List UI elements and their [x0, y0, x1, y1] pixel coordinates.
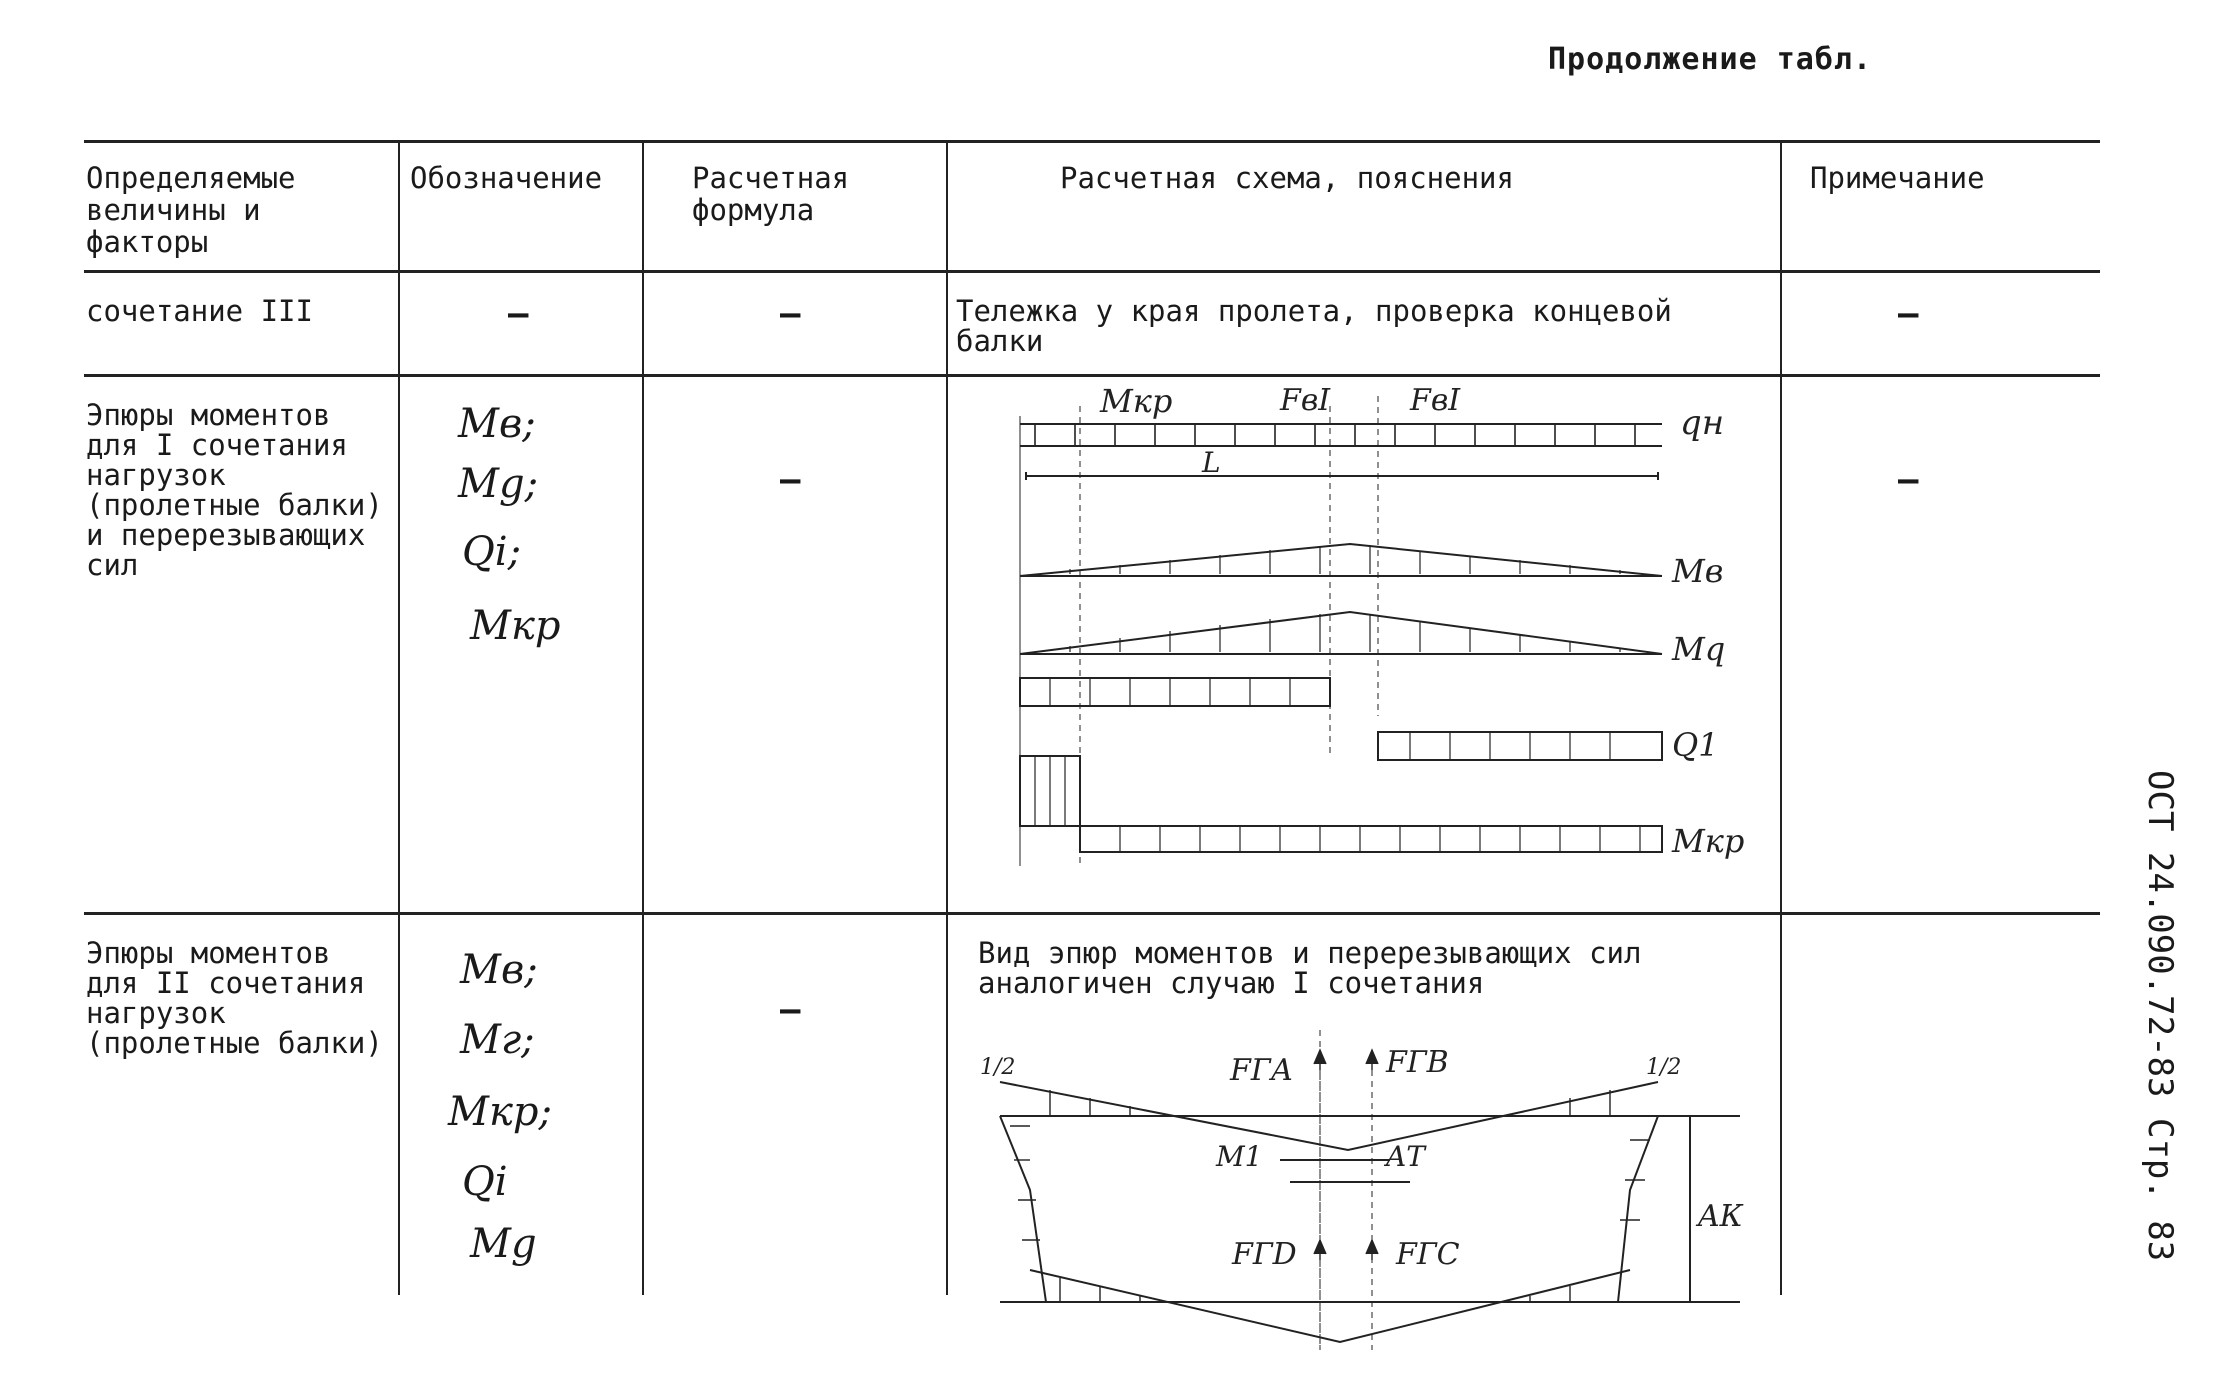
row2-designation-qi: Qi; — [462, 529, 522, 575]
row3-factor: Эпюры моментов для II сочетания нагрузок (пролетные балки) — [86, 936, 383, 1060]
row2-designation-mkp: Mкр — [470, 603, 561, 649]
col-header-formula: Расчетная формула — [692, 161, 850, 227]
label-tl: 1/2 — [980, 1055, 1016, 1080]
continuation-label: Продолжение табл. — [1548, 42, 1873, 77]
label-fgb: FГВ — [1386, 1045, 1449, 1080]
row2-formula: – — [780, 460, 801, 500]
label-mq: Mq — [1672, 630, 1726, 668]
row3-scheme-text: Вид эпюр моментов и перерезывающих сил аналогичен случаю I сочетания — [978, 936, 1642, 1000]
col-divider-4 — [1780, 140, 1782, 1295]
label-span-length: L — [1202, 446, 1221, 479]
document-code-sidebar — [2140, 760, 2200, 1340]
row3-designation-mb: Mв; — [460, 947, 538, 993]
row2-designation-mg: Mg; — [458, 461, 539, 507]
row3-moment-diagrams — [970, 1030, 1770, 1350]
label-at: AТ — [1386, 1140, 1425, 1173]
row2-designation-mb: Mв; — [458, 401, 536, 447]
label-qh: qн — [1680, 403, 1725, 443]
label-mkp: Mкр — [1100, 382, 1173, 420]
col-header-note: Примечание — [1810, 161, 1985, 195]
row3-designation-mg2: Mg — [470, 1221, 537, 1267]
label-tr: 1/2 — [1646, 1055, 1682, 1080]
label-fb1-right: FвI — [1410, 383, 1461, 418]
label-mb: Mв — [1672, 552, 1724, 590]
label-fb1-left: FвI — [1280, 383, 1331, 418]
row2-factor: Эпюры моментов для I сочетания нагрузок (пролетные балки) и перерезывающих сил — [86, 398, 383, 582]
col-divider-3 — [946, 140, 948, 1295]
row1-note: – — [1898, 294, 1919, 334]
row3-designation-mkp: Mкр; — [448, 1089, 552, 1135]
label-fgd: FГD — [1232, 1237, 1297, 1272]
col-divider-1 — [398, 140, 400, 1295]
row2-bottom-rule — [84, 912, 2100, 915]
col-header-factors: Определяемые величины и факторы — [86, 161, 296, 259]
row2-note: – — [1898, 460, 1919, 500]
row1-factor: сочетание III — [86, 294, 313, 328]
label-m1: M1 — [1216, 1140, 1263, 1173]
row3-formula: – — [780, 990, 801, 1030]
row2-moment-diagrams — [990, 376, 1780, 906]
col-divider-2 — [642, 140, 644, 1295]
row3-designation-qi: Qi — [462, 1159, 508, 1205]
row1-scheme-text: Тележка у края пролета, проверка концевой балки — [956, 294, 1672, 358]
table-top-rule — [84, 140, 2100, 143]
row1-formula: – — [780, 294, 801, 334]
col-header-designation: Обозначение — [410, 161, 603, 195]
col-header-scheme: Расчетная схема, пояснения — [1060, 161, 1514, 195]
row1-designation: – — [508, 294, 529, 334]
label-ak: AК — [1698, 1199, 1743, 1234]
row3-designation-mg: Mг; — [460, 1017, 535, 1063]
document-code-text: ОСТ 24.090.72-83 Стр. 83 — [2140, 770, 2180, 1262]
label-fga: FГА — [1230, 1053, 1294, 1088]
label-fgc: FГС — [1396, 1237, 1460, 1272]
header-bottom-rule — [84, 270, 2100, 273]
label-mkp-bottom: Mкр — [1672, 822, 1745, 860]
label-q1: Q1 — [1672, 726, 1719, 764]
